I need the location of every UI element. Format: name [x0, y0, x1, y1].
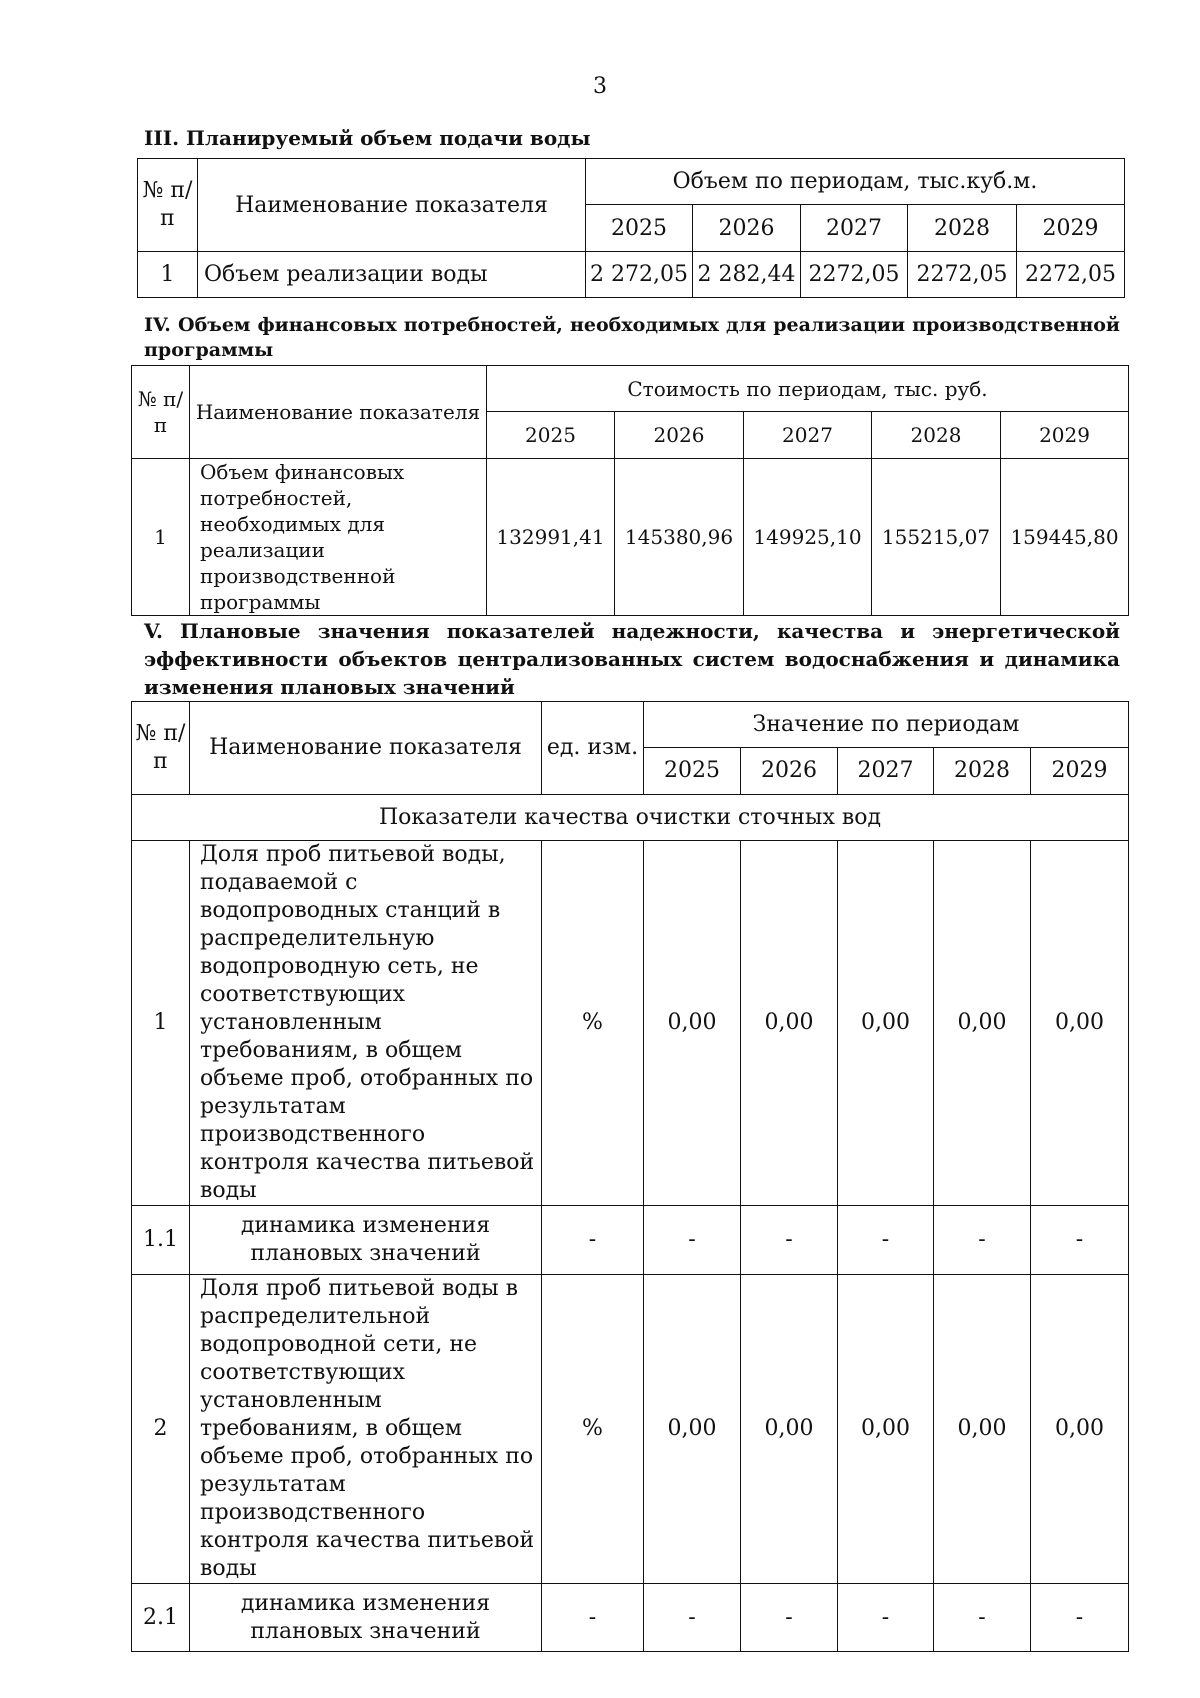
- row-value: 0,00: [838, 841, 934, 1206]
- header-year: 2027: [744, 412, 872, 459]
- page-number: 3: [593, 74, 607, 99]
- header-unit: ед. изм.: [542, 702, 644, 795]
- row-value: 0,00: [934, 841, 1031, 1206]
- header-year: 2025: [586, 205, 693, 252]
- row-value: -: [838, 1584, 934, 1652]
- row-value: -: [741, 1584, 838, 1652]
- header-year: 2029: [1031, 748, 1129, 795]
- table-row: [132, 841, 1129, 1206]
- row-num: 2: [132, 1275, 190, 1584]
- header-num: № п/п: [138, 159, 198, 252]
- header-year: 2025: [487, 412, 615, 459]
- header-year: 2027: [838, 748, 934, 795]
- water-supply-table: [137, 158, 1125, 298]
- row-num: 2.1: [132, 1584, 190, 1652]
- header-num: № п/п: [132, 366, 190, 459]
- row-num: 1: [132, 841, 190, 1206]
- row-value: 145380,96: [615, 459, 744, 616]
- row-value: -: [1031, 1206, 1129, 1275]
- table-row: [132, 1584, 1129, 1652]
- header-year: 2027: [801, 205, 908, 252]
- section-5-heading: V. Плановые значения показателей надежности, качества и энергетической эффективности объектов централизованных систем водоснабжения и динамика изменения плановых значений: [144, 619, 1120, 699]
- row-value: 2272,05: [1017, 252, 1125, 298]
- row-value: -: [644, 1584, 741, 1652]
- header-name: Наименование показателя: [198, 159, 586, 252]
- row-value: 2272,05: [908, 252, 1017, 298]
- header-year: 2026: [741, 748, 838, 795]
- row-value: 0,00: [934, 1275, 1031, 1584]
- section-3-heading: III. Планируемый объем подачи воды: [144, 126, 591, 150]
- row-value: 2 282,44: [693, 252, 801, 298]
- row-value: 0,00: [741, 841, 838, 1206]
- row-unit: -: [542, 1206, 644, 1275]
- row-name: Объем финансовых потребностей, необходимых для реализации производственной программы: [190, 459, 487, 616]
- row-value: -: [1031, 1584, 1129, 1652]
- header-period-group: Стоимость по периодам, тыс. руб.: [487, 366, 1129, 412]
- row-value: 159445,80: [1001, 459, 1129, 616]
- row-value: 0,00: [838, 1275, 934, 1584]
- row-value: 132991,41: [487, 459, 615, 616]
- header-period-group: Объем по периодам, тыс.куб.м.: [586, 159, 1125, 205]
- row-value: 149925,10: [744, 459, 872, 616]
- row-name: динамика изменения плановых значений: [190, 1206, 542, 1275]
- table-subheader: Показатели качества очистки сточных вод: [132, 795, 1129, 841]
- row-num: 1: [138, 252, 198, 298]
- header-year: 2028: [908, 205, 1017, 252]
- row-value: 155215,07: [872, 459, 1001, 616]
- row-unit: -: [542, 1584, 644, 1652]
- row-value: 0,00: [644, 841, 741, 1206]
- row-value: 2 272,05: [586, 252, 693, 298]
- header-year: 2028: [872, 412, 1001, 459]
- header-year: 2026: [693, 205, 801, 252]
- row-value: 0,00: [1031, 1275, 1129, 1584]
- row-value: -: [934, 1206, 1031, 1275]
- row-value: 0,00: [741, 1275, 838, 1584]
- row-name: Объем реализации воды: [198, 252, 586, 298]
- row-name: Доля проб питьевой воды в распределительной водопроводной сети, не соответствующих установленным требованиям, в общем объеме проб, отобранных по результатам производственного контроля качества питьевой воды: [190, 1275, 542, 1584]
- row-value: 2272,05: [801, 252, 908, 298]
- row-unit: %: [542, 1275, 644, 1584]
- row-value: 0,00: [1031, 841, 1129, 1206]
- header-name: Наименование показателя: [190, 702, 542, 795]
- section-4-heading: IV. Объем финансовых потребностей, необходимых для реализации производственной программы: [144, 314, 1120, 361]
- row-value: -: [644, 1206, 741, 1275]
- row-num: 1: [132, 459, 190, 616]
- header-period-group: Значение по периодам: [644, 702, 1129, 748]
- header-year: 2025: [644, 748, 741, 795]
- row-name: динамика изменения плановых значений: [190, 1584, 542, 1652]
- header-name: Наименование показателя: [190, 366, 487, 459]
- row-value: -: [741, 1206, 838, 1275]
- table-row: [132, 1275, 1129, 1584]
- table-row: [132, 459, 1129, 616]
- row-value: -: [838, 1206, 934, 1275]
- table-row: [132, 1206, 1129, 1275]
- row-value: -: [934, 1584, 1031, 1652]
- indicators-table: [131, 701, 1129, 1652]
- header-num: № п/п: [132, 702, 190, 795]
- financial-needs-table: [131, 365, 1129, 616]
- header-year: 2029: [1017, 205, 1125, 252]
- row-value: 0,00: [644, 1275, 741, 1584]
- row-name: Доля проб питьевой воды, подаваемой с водопроводных станций в распределительную водопроводную сеть, не соответствующих установленным требованиям, в общем объеме проб, отобранных по результатам производственного контроля качества питьевой воды: [190, 841, 542, 1206]
- row-num: 1.1: [132, 1206, 190, 1275]
- header-year: 2028: [934, 748, 1031, 795]
- table-row: [138, 252, 1125, 298]
- row-unit: %: [542, 841, 644, 1206]
- header-year: 2029: [1001, 412, 1129, 459]
- header-year: 2026: [615, 412, 744, 459]
